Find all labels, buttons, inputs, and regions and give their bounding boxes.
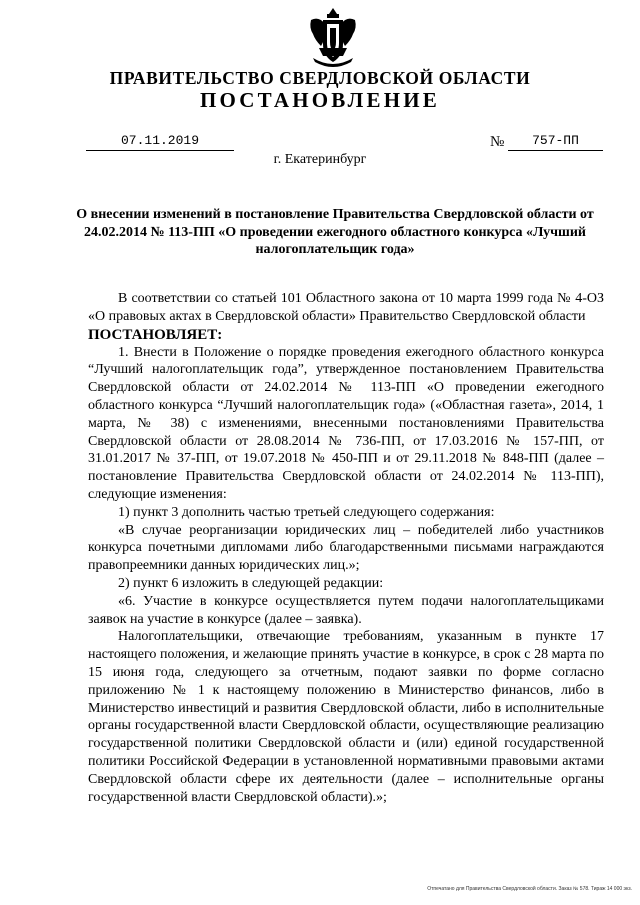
document-body [88,290,604,806]
decides-heading: ПОСТАНОВЛЯЕТ: [88,326,223,343]
number-sign: № [490,134,505,150]
document-date: 07.11.2019 [86,133,234,151]
item-1-paragraph: 1. Внести в Положение о порядке проведения ежегодного областного конкурса “Лучший налогоплательщик года”, утвержденное постановлением Правительства Свердловской области от 24.02.2014 № 113-ПП «О проведении ежегодного областного конкурса “Лучший налогоплательщик года» («Областная газета», 2014, 1 марта, № 38) с изменениями, внесенными постановлениями Правительства Свердловской области от 28.08.2014 № 736-ПП, от 17.03.2016 № 157-ПП, от 31.01.2017 № 37-ПП, от 19.07.2018 № 450-ПП и от 29.11.2018 № 848-ПП (далее – постановление Правительства Свердловской области от 24.02.2014 № 113-ПП), следующие изменения: [88,344,604,502]
preamble-paragraph: В соответствии со статьей 101 Областного закона от 10 марта 1999 года № 4-ОЗ «О правовых актах в Свердловской области» Правительство Свердловской области [88,291,604,324]
document-title: О внесении изменений в постановление Правительства Свердловской области от 24.02.2014 № 113-ПП «О проведении ежегодного областного конкурса «Лучший налогоплательщик года» [76,207,594,257]
quoted-paragraph-reorganization: «В случае реорганизации юридических лиц – победителей либо участников конкурса почетными дипломами либо благодарственными письмами награждаются правопреемники данных юридических лиц.»; [88,522,604,574]
document-number: 757-ПП [508,133,603,151]
print-footer: Отпечатано для Правительства Свердловской области. Заказ № 578. Тираж 14 000 экз. [427,886,632,892]
document-type: ПОСТАНОВЛЕНИЕ [199,88,441,112]
coat-of-arms-icon [305,6,361,70]
government-name: ПРАВИТЕЛЬСТВО СВЕРДЛОВСКОЙ ОБЛАСТИ [109,68,531,88]
taxpayers-paragraph: Налогоплательщики, отвечающие требованиям, указанным в пункте 17 настоящего положения, и желающие принять участие в конкурсе, в срок с 28 марта по 15 июня года, следующего за отчетным, подают заявки по форме согласно приложению № 1 к настоящему положению в Министерство финансов, либо в Министерство инвестиций и развития Свердловской области, либо в исполнительные органы государственной власти Свердловской области, осуществляющие реализацию государственной политики Свердловской области и (или) единой государственной политики Российской Федерации в установленной нормативными правовыми актами Свердловской области сфере их деятельности (далее – исполнительные органы государственной власти Свердловской области).»; [88,629,604,805]
subitem-1-paragraph: 1) пункт 3 дополнить частью третьей следующего содержания: [118,504,495,520]
subitem-2-paragraph: 2) пункт 6 изложить в следующей редакции: [118,575,384,591]
city-name: г. Екатеринбург [273,152,367,167]
quoted-paragraph-item-6: «6. Участие в конкурсе осуществляется путем подачи налогоплательщиками заявок на участие в конкурсе (далее – заявка). [88,593,604,627]
